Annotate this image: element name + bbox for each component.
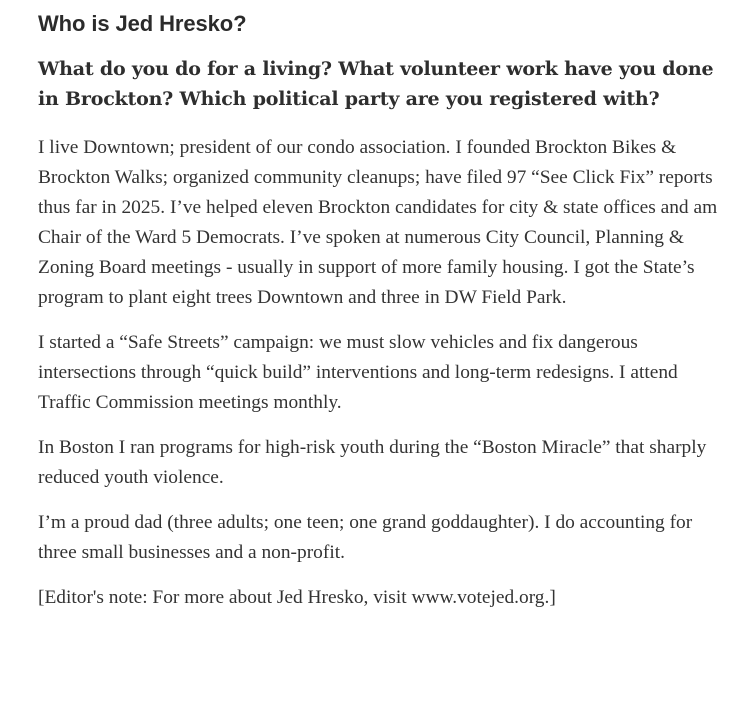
answer-paragraph: In Boston I ran programs for high-risk youth during the “Boston Miracle” that sharply reduced youth violence. [38, 437, 707, 488]
answer-paragraph: I’m a proud dad (three adults; one teen; one grand goddaughter). I do accounting for three small businesses and a non-profit. [38, 512, 693, 563]
answer-paragraph: I live Downtown; president of our condo association. I founded Brockton Bikes & Brockton Walks; organized community cleanups; have filed 97 “See Click Fix” reports thus far in 2025. I’ve helped eleven Brockton candidates for city & state offices and am Chair of the Ward 5 Democrats. I’ve spoken at numerous City Council, Planning & Zoning Board meetings - usually in support of more family housing. I got the State’s program to plant eight trees Downtown and three in DW Field Park. [38, 137, 718, 308]
question-heading: What do you do for a living? What volunteer work have you done in Brockton? Which political party are you registered with? [38, 58, 714, 110]
article [38, 0, 718, 613]
editors-note: [Editor's note: For more about Jed Hresko, visit www.votejed.org.] [38, 587, 556, 608]
answer-body [38, 133, 718, 613]
page-title: Who is Jed Hresko? [38, 11, 247, 36]
answer-paragraph: I started a “Safe Streets” campaign: we must slow vehicles and fix dangerous intersections through “quick build” interventions and long-term redesigns. I attend Traffic Commission meetings monthly. [38, 332, 678, 413]
